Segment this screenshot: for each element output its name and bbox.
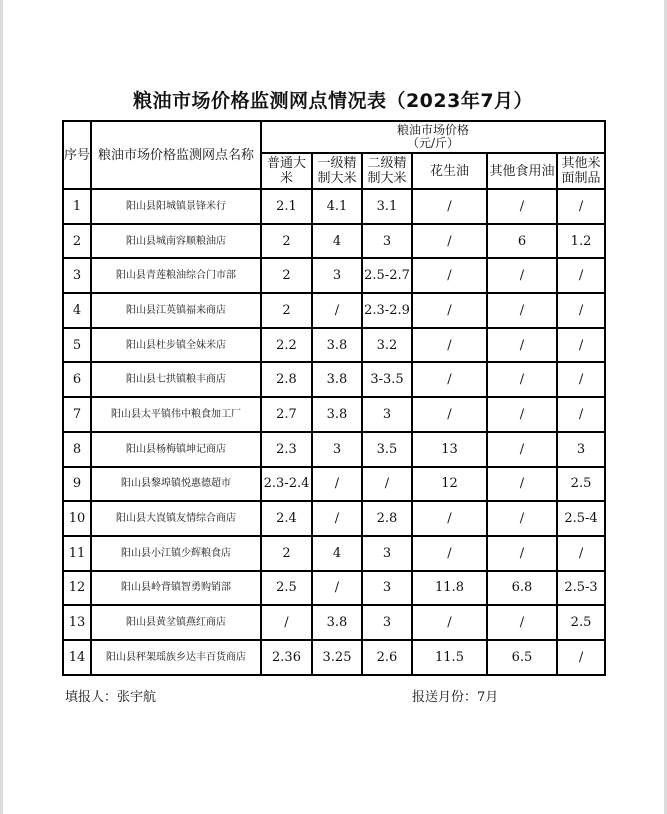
row-price-cell: 2.6 [362, 640, 412, 675]
row-price-cell: 3 [312, 432, 362, 467]
row-price-cell: / [487, 258, 557, 293]
row-outlet-name: 阳山县黄坌镇燕红商店 [91, 605, 261, 640]
row-seq: 4 [63, 293, 91, 328]
row-price-cell: / [557, 189, 605, 224]
row-seq: 1 [63, 189, 91, 224]
row-price-cell: 11.5 [412, 640, 487, 675]
row-price-cell: 2 [261, 536, 312, 571]
row-price-cell: 2.5 [557, 605, 605, 640]
table-row [63, 501, 605, 536]
row-outlet-name: 阳山县青莲粮油综合门市部 [91, 258, 261, 293]
row-price-cell: 3 [557, 432, 605, 467]
row-price-cell: 3.8 [312, 397, 362, 432]
row-seq: 12 [63, 571, 91, 606]
row-price-cell: 2.1 [261, 189, 312, 224]
row-price-cell: 2.3-2.4 [261, 467, 312, 502]
header-name: 粮油市场价格监测网点名称 [91, 121, 261, 189]
table-row [63, 536, 605, 571]
header-column [412, 153, 487, 189]
row-seq: 2 [63, 224, 91, 259]
table-row [63, 640, 605, 675]
row-price-cell: 3 [362, 397, 412, 432]
row-price-cell: / [557, 258, 605, 293]
row-price-cell: 3.8 [312, 362, 362, 397]
row-price-cell: / [412, 328, 487, 363]
row-price-cell: / [487, 293, 557, 328]
row-price-cell: 2.8 [261, 362, 312, 397]
row-price-cell: 1.2 [557, 224, 605, 259]
row-price-cell: 3 [362, 605, 412, 640]
header-column-line2: 制大米 [367, 171, 407, 186]
report-month-label: 报送月份：7月 [412, 690, 499, 705]
table-row [63, 432, 605, 467]
row-price-cell: / [412, 605, 487, 640]
table-row [63, 397, 605, 432]
row-price-cell: / [312, 467, 362, 502]
row-price-cell: 2.5-4 [557, 501, 605, 536]
row-price-cell: 3.8 [312, 605, 362, 640]
row-price-cell: 4 [312, 536, 362, 571]
row-price-cell: 6 [487, 224, 557, 259]
row-price-cell: / [412, 397, 487, 432]
row-price-cell: 3 [312, 258, 362, 293]
row-price-cell: / [557, 293, 605, 328]
table-row [63, 189, 605, 224]
header-column-line1: 二级精 [367, 156, 407, 171]
row-price-cell: / [412, 189, 487, 224]
row-price-cell: 11.8 [412, 571, 487, 606]
row-price-cell: 4.1 [312, 189, 362, 224]
row-seq: 14 [63, 640, 91, 675]
row-price-cell: / [487, 605, 557, 640]
row-seq: 3 [63, 258, 91, 293]
row-price-cell: / [312, 571, 362, 606]
row-outlet-name: 阳山县杨梅镇坤记商店 [91, 432, 261, 467]
row-price-cell: / [412, 224, 487, 259]
table-row [63, 571, 605, 606]
header-column-line1: 一级精 [317, 156, 357, 171]
row-price-cell: 2.3 [261, 432, 312, 467]
row-price-cell: 2.8 [362, 501, 412, 536]
row-price-cell: / [412, 362, 487, 397]
row-outlet-name: 阳山县城南容顺粮油店 [91, 224, 261, 259]
row-price-cell: 12 [412, 467, 487, 502]
row-outlet-name: 阳山县阳城镇景锋米行 [91, 189, 261, 224]
row-price-cell: / [487, 501, 557, 536]
row-outlet-name: 阳山县七拱镇粮丰商店 [91, 362, 261, 397]
row-price-cell: 4 [312, 224, 362, 259]
row-seq: 9 [63, 467, 91, 502]
row-price-cell: / [557, 640, 605, 675]
row-price-cell: / [557, 536, 605, 571]
table-row [63, 293, 605, 328]
header-column [362, 153, 412, 189]
price-table [62, 120, 606, 676]
row-seq: 10 [63, 501, 91, 536]
row-outlet-name: 阳山县岭背镇智勇购销部 [91, 571, 261, 606]
row-price-cell: 3.25 [312, 640, 362, 675]
page-title: 粮油市场价格监测网点情况表（2023年7月） [132, 90, 534, 112]
row-seq: 7 [63, 397, 91, 432]
row-price-cell: / [487, 467, 557, 502]
row-seq: 13 [63, 605, 91, 640]
row-price-cell: / [487, 362, 557, 397]
row-price-cell: 13 [412, 432, 487, 467]
row-price-cell: / [487, 432, 557, 467]
row-seq: 11 [63, 536, 91, 571]
row-outlet-name: 阳山县杜步镇全妹米店 [91, 328, 261, 363]
page-edge-left [0, 0, 3, 814]
row-price-cell: 2.5 [261, 571, 312, 606]
table-row [63, 224, 605, 259]
row-price-cell: 3-3.5 [362, 362, 412, 397]
row-price-cell: / [487, 397, 557, 432]
row-price-cell: 2.5-3 [557, 571, 605, 606]
row-price-cell: 3 [362, 224, 412, 259]
row-price-cell: / [487, 189, 557, 224]
row-price-cell: 3 [362, 571, 412, 606]
header-column [312, 153, 362, 189]
row-price-cell: 2.2 [261, 328, 312, 363]
row-price-cell: / [412, 536, 487, 571]
row-price-cell: / [362, 467, 412, 502]
row-price-cell: 2.4 [261, 501, 312, 536]
row-price-cell: 2 [261, 293, 312, 328]
header-column [261, 153, 312, 189]
table-row [63, 328, 605, 363]
header-price-group-line1: 粮油市场价格 [397, 123, 470, 137]
header-column-line1: 普通大 [266, 156, 306, 171]
row-price-cell: / [557, 328, 605, 363]
row-price-cell: / [412, 258, 487, 293]
row-price-cell: 2 [261, 224, 312, 259]
header-seq: 序号 [63, 121, 91, 189]
header-column [557, 153, 605, 189]
row-seq: 5 [63, 328, 91, 363]
row-price-cell: 2.5 [557, 467, 605, 502]
row-price-cell: 2.7 [261, 397, 312, 432]
row-outlet-name: 阳山县秤架瑶族乡达丰百货商店 [91, 640, 261, 675]
row-price-cell: / [487, 536, 557, 571]
row-price-cell: / [557, 397, 605, 432]
row-price-cell: 3.2 [362, 328, 412, 363]
table-row [63, 467, 605, 502]
row-price-cell: 2.5-2.7 [362, 258, 412, 293]
header-column-line2: 制大米 [317, 171, 357, 186]
row-price-cell: 3.5 [362, 432, 412, 467]
header-column-line1: 其他米 [561, 156, 601, 171]
header-column-line1: 花生油 [429, 163, 469, 179]
row-price-cell: / [412, 293, 487, 328]
row-price-cell: 3 [362, 536, 412, 571]
header-column-line2: 面制品 [561, 171, 601, 186]
row-price-cell: / [412, 501, 487, 536]
header-column-line1: 其他食用油 [489, 163, 555, 179]
row-price-cell: 6.5 [487, 640, 557, 675]
row-price-cell: / [312, 293, 362, 328]
row-price-cell: 6.8 [487, 571, 557, 606]
row-outlet-name: 阳山县太平镇伟中粮食加工厂 [91, 397, 261, 432]
header-column-line2: 米 [279, 171, 293, 186]
table-row [63, 258, 605, 293]
reporter-label: 填报人：张宇航 [65, 690, 157, 705]
row-outlet-name: 阳山县江英镇福来商店 [91, 293, 261, 328]
table-row [63, 605, 605, 640]
row-price-cell: 2.3-2.9 [362, 293, 412, 328]
row-seq: 8 [63, 432, 91, 467]
row-outlet-name: 阳山县黎埠镇悦惠德超市 [91, 467, 261, 502]
row-price-cell: 3.8 [312, 328, 362, 363]
row-outlet-name: 阳山县大崀镇友情综合商店 [91, 501, 261, 536]
header-column [487, 153, 557, 189]
row-price-cell: / [487, 328, 557, 363]
row-price-cell: 2.36 [261, 640, 312, 675]
row-price-cell: 3.1 [362, 189, 412, 224]
row-price-cell: / [557, 362, 605, 397]
row-price-cell: 2 [261, 258, 312, 293]
row-price-cell: / [312, 501, 362, 536]
header-price-group [261, 121, 605, 153]
row-outlet-name: 阳山县小江镇少辉粮食店 [91, 536, 261, 571]
row-seq: 6 [63, 362, 91, 397]
header-price-group-unit: （元/斤） [407, 136, 460, 150]
table-row [63, 362, 605, 397]
row-price-cell: / [261, 605, 312, 640]
